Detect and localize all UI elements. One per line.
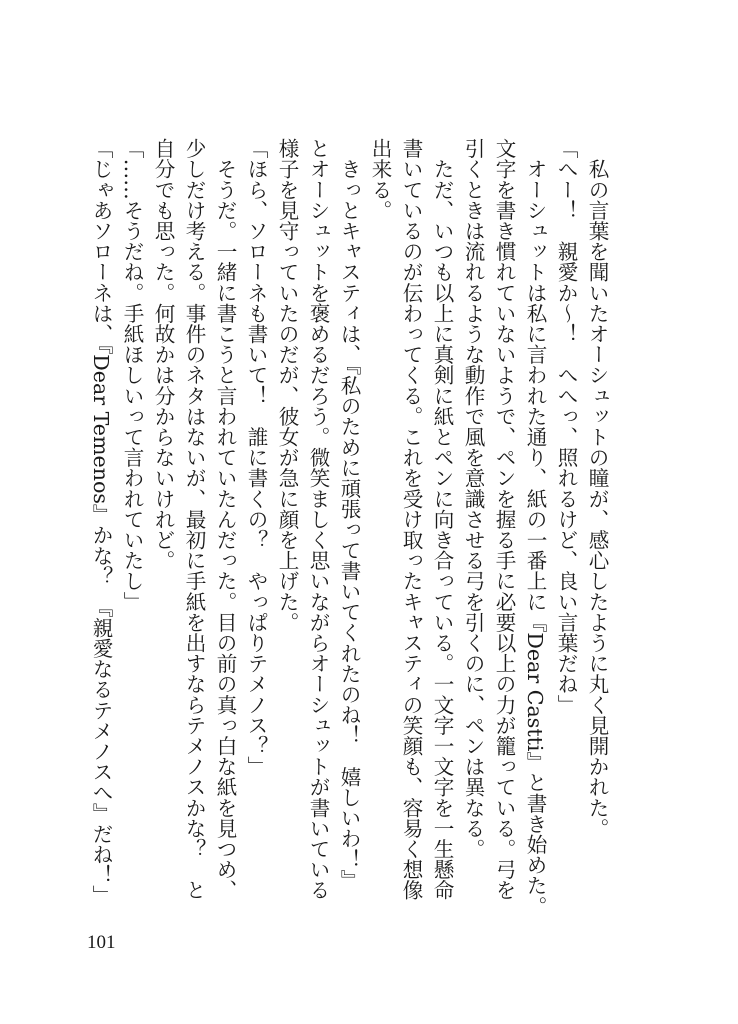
text-line: オーシュットは私に言われた通り、紙の一番上に『Dear Castti』と書き始めた。 (523, 138, 547, 917)
text-line: 書いているのが伝わってくる。これを受け取ったキャスティの笑顔も、容易く想像 (399, 138, 423, 901)
text-line: 出来る。 (368, 138, 392, 221)
text-line: とオーシュットを褒めるだろう。微笑ましく思いながらオーシュットが書いている (306, 138, 330, 901)
text-line: 「……そうだね。手紙ほしいって言われていたし」 (120, 138, 144, 612)
text-line: 様子を見守っていたのだが、彼女が急に顔を上げた。 (275, 138, 299, 633)
text-line: 「へー！ 親愛か〜！ へへっ、照れるけど、良い言葉だね」 (554, 138, 578, 715)
text-line: 文字を書き慣れていないようで、ペンを握る手に必要以上の力が籠っている。弓を (492, 138, 516, 901)
text-line: そうだ。一緒に書こうと言われていたんだった。目の前の真っ白な紙を見つめ、 (213, 138, 237, 901)
page-number: 101 (87, 932, 116, 953)
text-line: 自分でも思った。何故かは分からないけれど。 (151, 138, 175, 571)
body-text (85, 138, 612, 918)
text-line: ただ、いつも以上に真剣に紙とペンに向き合っている。一文字一文字を一生懸命 (430, 138, 454, 901)
text-line: 「じゃあソローネは、『Dear Temenos』かな？ 『親愛なるテメノスへ』だね！」 (89, 138, 113, 906)
text-line: 引くときは流れるような動作で風を意識させる弓を引くのに、ペンは異なる。 (461, 138, 485, 859)
text-line: 「ほら、ソローネも書いて！ 誰に書くの？ やっぱりテメノス？」 (244, 138, 268, 777)
text-line: きっとキャスティは、『私のために頑張って書いてくれたのね！ 嬉しいわ！』 (337, 138, 361, 890)
text-line: 私の言葉を聞いたオーシュットの瞳が、感心したように丸く見開かれた。 (585, 138, 609, 839)
text-line: 少しだけ考える。事件のネタはないが、最初に手紙を出すならテメノスかな？ と (182, 138, 206, 901)
